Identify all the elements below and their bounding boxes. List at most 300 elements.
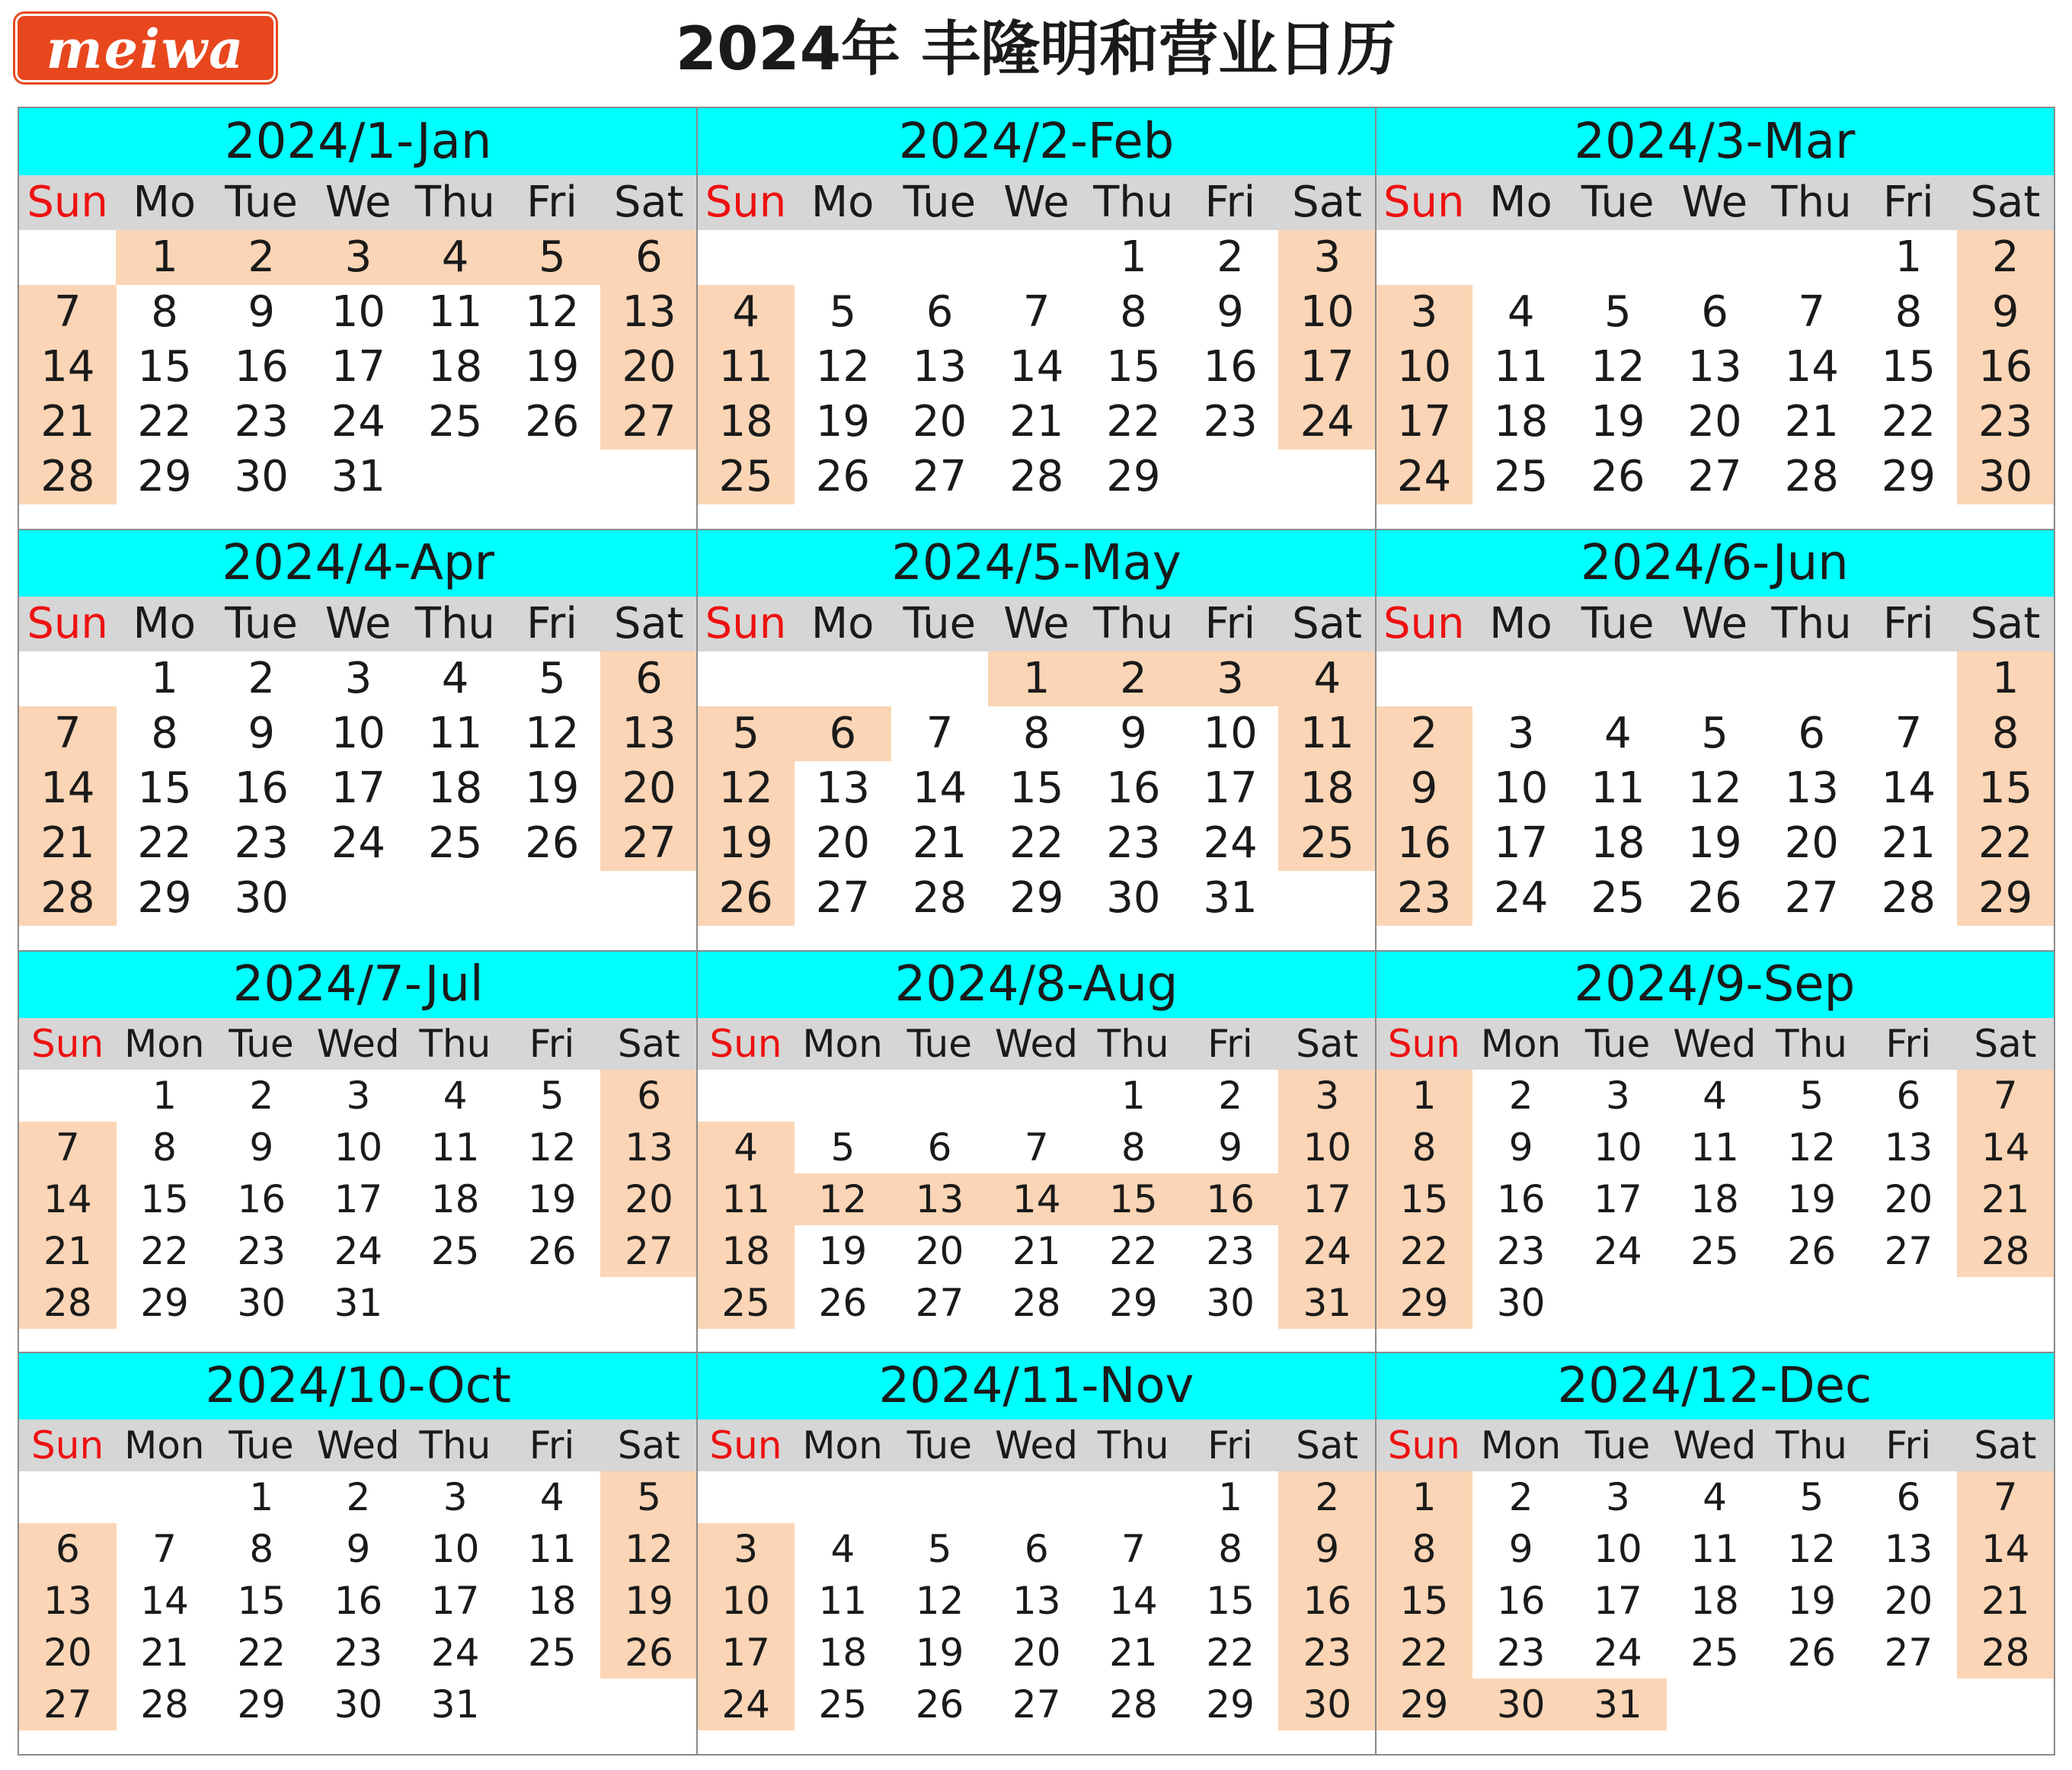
- day-cell: 7: [152, 1527, 177, 1571]
- month-3: [1376, 108, 2054, 530]
- day-cell-closed: 5: [697, 706, 795, 761]
- day-cell-closed: 28: [1957, 1627, 2054, 1679]
- weekday-label: Sun: [27, 599, 108, 648]
- weekday-label: Mon: [1480, 1022, 1562, 1066]
- day-cell: 17: [1494, 818, 1549, 868]
- weekday-label: Sun: [1383, 599, 1465, 648]
- day-cell: 26: [1787, 1229, 1837, 1273]
- day-cell: 24: [430, 1631, 480, 1675]
- weekday-label: Fri: [1885, 1423, 1931, 1468]
- day-cell: 6: [1896, 1475, 1921, 1519]
- day-cell-closed: 4: [697, 285, 795, 340]
- day-cell: 8: [152, 1125, 177, 1170]
- weekday-label: Mo: [811, 599, 875, 648]
- weekday-header-row: [697, 1018, 1375, 1070]
- day-cell: 29: [1881, 452, 1936, 501]
- day-cell-closed: 28: [19, 1277, 117, 1329]
- day-cell-closed: 6: [795, 706, 892, 761]
- day-cell: 1: [249, 1475, 274, 1519]
- day-cell-closed: 21: [19, 816, 117, 871]
- day-cell: 17: [331, 763, 386, 813]
- day-cell: 25: [430, 1229, 480, 1273]
- day-cell: 8: [1895, 287, 1923, 337]
- day-cell: 26: [1687, 873, 1742, 923]
- day-cell: 30: [237, 1281, 286, 1325]
- day-cell: 17: [1203, 763, 1258, 813]
- weekday-header-row: [697, 175, 1375, 230]
- day-cell-closed: 20: [600, 340, 698, 395]
- day-cell: 13: [1884, 1527, 1933, 1571]
- day-cell-closed: 10: [1278, 285, 1376, 340]
- day-cell: 25: [1690, 1631, 1739, 1675]
- day-cell: 8: [151, 709, 178, 758]
- day-cell: 30: [1496, 1281, 1546, 1325]
- day-cell: 19: [1591, 397, 1645, 447]
- day-cell: 3: [1605, 1475, 1630, 1519]
- day-cell: 28: [1012, 1281, 1061, 1325]
- day-cell-closed: 3: [1278, 230, 1376, 285]
- month-7: [19, 951, 697, 1352]
- day-cell: 9: [1120, 709, 1147, 758]
- day-cell: 21: [140, 1631, 189, 1675]
- weekday-label: Sun: [705, 178, 787, 227]
- month-title: 2024/6-Jun: [1376, 530, 2054, 597]
- day-cell: 20: [1784, 818, 1839, 868]
- day-cell-closed: 10: [1376, 340, 1473, 395]
- day-cell: 10: [334, 1125, 383, 1170]
- day-cell-closed: 3: [310, 230, 408, 285]
- day-cell-closed: 13: [891, 1173, 989, 1225]
- day-cell-closed: 27: [600, 816, 698, 871]
- day-cell: 22: [140, 1229, 189, 1273]
- day-cell: 14: [140, 1579, 189, 1623]
- weekday-header-row: [697, 597, 1375, 651]
- day-cell: 11: [818, 1579, 868, 1623]
- weekday-label: Mo: [1489, 599, 1552, 648]
- day-cell-closed: 21: [19, 1225, 117, 1277]
- weekday-label: Mon: [124, 1423, 205, 1468]
- day-cell: 4: [441, 654, 469, 703]
- day-cell: 3: [1605, 1074, 1630, 1118]
- day-cell: 17: [334, 1177, 383, 1221]
- day-cell: 10: [331, 287, 386, 337]
- day-cell: 18: [1591, 818, 1645, 868]
- day-cell: 15: [1009, 763, 1064, 813]
- day-cell: 26: [525, 397, 580, 447]
- day-cell-closed: 19: [600, 1575, 698, 1627]
- day-cell: 7: [1024, 1125, 1049, 1170]
- day-cell-closed: 14: [1957, 1122, 2054, 1173]
- day-cell: 3: [344, 654, 373, 703]
- day-cell: 26: [915, 1682, 964, 1727]
- day-cell: 29: [1009, 873, 1064, 923]
- month-12: [1376, 1352, 2054, 1754]
- day-cell-closed: 14: [1957, 1523, 2054, 1575]
- day-cell: 29: [140, 1281, 189, 1325]
- weekday-header-row: [19, 175, 697, 230]
- day-cell: 1: [152, 1074, 177, 1118]
- day-cell-closed: 5: [600, 1471, 698, 1523]
- day-cell-closed: 24: [1376, 450, 1473, 504]
- weekday-label: Sat: [1296, 1022, 1359, 1066]
- day-cell: 21: [1784, 397, 1839, 447]
- day-cell-closed: 22: [1957, 816, 2054, 871]
- day-cell: 4: [443, 1074, 468, 1118]
- weekday-label: Mon: [1480, 1423, 1562, 1468]
- day-cell: 2: [1218, 1074, 1243, 1118]
- day-cell: 16: [334, 1579, 383, 1623]
- day-cell-closed: 27: [600, 395, 698, 450]
- day-cell-closed: 30: [1278, 1679, 1376, 1730]
- day-cell-closed: 19: [697, 816, 795, 871]
- column-divider: [696, 108, 698, 1754]
- day-cell: 12: [1787, 1125, 1837, 1170]
- day-cell: 23: [234, 397, 289, 447]
- weekday-label: Tue: [903, 178, 977, 227]
- day-cell: 13: [912, 342, 967, 392]
- day-cell-closed: 13: [600, 1122, 698, 1173]
- day-cell: 29: [1206, 1682, 1255, 1727]
- day-cell: 12: [915, 1579, 964, 1623]
- day-cell: 25: [1690, 1229, 1739, 1273]
- day-cell: 27: [815, 873, 870, 923]
- weekday-label: Thu: [414, 178, 495, 227]
- weekday-label: Thu: [1097, 1022, 1169, 1066]
- day-cell: 29: [1109, 1281, 1158, 1325]
- day-cell: 18: [1690, 1177, 1739, 1221]
- day-cell: 1: [151, 654, 178, 703]
- day-cell: 13: [1884, 1125, 1933, 1170]
- day-cell: 27: [912, 452, 967, 501]
- day-cell: 12: [525, 709, 580, 758]
- day-cell: 28: [140, 1682, 189, 1727]
- day-cell-closed: 2: [1278, 1471, 1376, 1523]
- day-cell: 16: [237, 1177, 286, 1221]
- weekday-label: Fri: [1882, 178, 1934, 227]
- weekday-label: Fri: [529, 1423, 575, 1468]
- day-cell-closed: 6: [600, 230, 698, 285]
- weekday-label: Mo: [811, 178, 875, 227]
- day-cell: 11: [1494, 342, 1549, 392]
- day-cell: 2: [249, 1074, 274, 1118]
- weekday-label: Tue: [225, 178, 298, 227]
- weekday-label: Sat: [617, 1022, 680, 1066]
- day-cell: 29: [137, 452, 192, 501]
- weekday-label: Mo: [1489, 178, 1552, 227]
- day-cell: 23: [1203, 397, 1258, 447]
- day-cell: 11: [1591, 763, 1645, 813]
- day-cell: 16: [234, 763, 289, 813]
- day-cell: 20: [815, 818, 870, 868]
- day-cell: 22: [1106, 397, 1161, 447]
- day-cell-closed: 9: [1376, 761, 1473, 816]
- day-cell-closed: 22: [1376, 1627, 1473, 1679]
- day-cell: 16: [1106, 763, 1161, 813]
- weekday-label: Mo: [133, 178, 197, 227]
- day-cell: 11: [427, 287, 483, 337]
- weekday-label: Fri: [1207, 1022, 1253, 1066]
- weekday-label: Mon: [124, 1022, 205, 1066]
- weekday-label: Tue: [906, 1022, 972, 1066]
- day-cell: 26: [527, 1229, 577, 1273]
- day-cell-closed: 10: [697, 1575, 795, 1627]
- day-cell-closed: 6: [600, 651, 698, 706]
- day-cell-closed: 27: [600, 1225, 698, 1277]
- weekday-label: Thu: [1771, 599, 1852, 648]
- day-cell: 23: [334, 1631, 383, 1675]
- weekday-label: We: [1681, 178, 1748, 227]
- day-cell: 23: [1496, 1631, 1546, 1675]
- day-cell: 25: [1591, 873, 1645, 923]
- day-cell: 19: [525, 342, 580, 392]
- day-cell: 7: [1798, 287, 1826, 337]
- day-cell: 27: [1884, 1631, 1933, 1675]
- day-cell: 9: [249, 1125, 274, 1170]
- day-cell: 24: [1594, 1229, 1642, 1273]
- day-cell: 5: [538, 654, 566, 703]
- day-cell: 14: [1109, 1579, 1158, 1623]
- day-cell: 20: [1884, 1177, 1933, 1221]
- day-cell-closed: 6: [600, 1070, 698, 1122]
- month-title: 2024/2-Feb: [697, 108, 1375, 175]
- weekday-header-row: [19, 597, 697, 651]
- day-cell: 28: [1881, 873, 1936, 923]
- day-cell: 27: [1687, 452, 1742, 501]
- day-cell: 28: [1784, 452, 1839, 501]
- day-cell-closed: 29: [1957, 871, 2054, 926]
- day-cell-closed: 3: [697, 1523, 795, 1575]
- day-cell-closed: 1: [116, 230, 213, 285]
- day-cell: 24: [1494, 873, 1549, 923]
- day-cell: 2: [1508, 1074, 1533, 1118]
- day-cell-closed: 1: [1957, 651, 2054, 706]
- weekday-label: Sat: [1292, 178, 1362, 227]
- day-cell: 3: [1507, 709, 1535, 758]
- day-cell-closed: 16: [1376, 816, 1473, 871]
- day-cell: 11: [427, 709, 483, 758]
- day-cell: 16: [1203, 342, 1258, 392]
- day-cell-closed: 25: [697, 450, 795, 504]
- day-cell-closed: 3: [1278, 1070, 1376, 1122]
- day-cell-closed: 23: [1376, 871, 1473, 926]
- weekday-label: Sat: [617, 1423, 680, 1468]
- weekday-label: Sat: [613, 178, 684, 227]
- day-cell: 30: [234, 873, 289, 923]
- day-cell: 29: [137, 873, 192, 923]
- day-cell: 23: [1106, 818, 1161, 868]
- day-cell-closed: 14: [19, 340, 117, 395]
- weekday-label: Sun: [27, 178, 108, 227]
- day-cell-closed: 22: [1376, 1225, 1473, 1277]
- weekday-label: Sun: [1387, 1423, 1460, 1468]
- day-cell-closed: 20: [600, 761, 698, 816]
- weekday-label: Fri: [1207, 1423, 1253, 1468]
- day-cell-closed: 16: [1957, 340, 2054, 395]
- day-cell: 7: [926, 709, 954, 758]
- weekday-label: Wed: [1673, 1423, 1757, 1468]
- day-cell: 23: [1496, 1229, 1546, 1273]
- day-cell: 23: [1206, 1229, 1255, 1273]
- day-cell: 2: [1217, 232, 1244, 282]
- day-cell: 13: [815, 763, 870, 813]
- day-cell-closed: 3: [1376, 285, 1473, 340]
- weekday-header-row: [1376, 1420, 2054, 1471]
- day-cell-closed: 15: [1957, 761, 2054, 816]
- day-cell-closed: 17: [697, 1627, 795, 1679]
- day-cell: 29: [1106, 452, 1161, 501]
- weekday-label: Sat: [1296, 1423, 1359, 1468]
- day-cell: 21: [1881, 818, 1936, 868]
- day-cell: 17: [331, 342, 386, 392]
- day-cell-closed: 1: [988, 651, 1086, 706]
- weekday-label: Mo: [133, 599, 197, 648]
- day-cell: 12: [527, 1125, 577, 1170]
- day-cell: 14: [1009, 342, 1064, 392]
- weekday-label: Thu: [1776, 1022, 1847, 1066]
- day-cell: 4: [1604, 709, 1632, 758]
- day-cell-closed: 26: [600, 1627, 698, 1679]
- day-cell: 18: [527, 1579, 577, 1623]
- day-cell-closed: 30: [1472, 1679, 1570, 1730]
- day-cell-closed: 2: [1376, 706, 1473, 761]
- weekday-label: Sun: [31, 1423, 104, 1468]
- day-cell: 26: [525, 818, 580, 868]
- day-cell: 4: [1703, 1475, 1727, 1519]
- day-cell-closed: 2: [1085, 651, 1182, 706]
- day-cell-closed: 20: [600, 1173, 698, 1225]
- day-cell: 24: [1594, 1631, 1642, 1675]
- day-cell-closed: 12: [697, 761, 795, 816]
- day-cell: 10: [1494, 763, 1549, 813]
- day-cell-closed: 18: [697, 395, 795, 450]
- day-cell: 28: [1009, 452, 1064, 501]
- day-cell-closed: 17: [1376, 395, 1473, 450]
- weekday-label: Thu: [419, 1423, 491, 1468]
- day-cell-closed: 3: [1181, 651, 1279, 706]
- day-cell: 22: [137, 397, 192, 447]
- day-cell: 15: [137, 763, 192, 813]
- weekday-label: Thu: [414, 599, 495, 648]
- weekday-header-row: [19, 1018, 697, 1070]
- day-cell: 8: [249, 1527, 274, 1571]
- day-cell: 19: [1787, 1579, 1837, 1623]
- day-cell-closed: 11: [697, 340, 795, 395]
- day-cell: 22: [1881, 397, 1936, 447]
- weekday-label: Sat: [1292, 599, 1362, 648]
- weekday-label: Fri: [526, 599, 577, 648]
- month-6: [1376, 530, 2054, 951]
- day-cell: 22: [1109, 1229, 1158, 1273]
- weekday-label: Wed: [994, 1022, 1078, 1066]
- weekday-header-row: [1376, 175, 2054, 230]
- weekday-label: Fri: [1882, 599, 1934, 648]
- day-cell-closed: 2: [1957, 230, 2054, 285]
- day-cell-closed: 27: [19, 1679, 117, 1730]
- weekday-label: Sat: [1970, 599, 2041, 648]
- day-cell: 19: [525, 763, 580, 813]
- day-cell-closed: 21: [19, 395, 117, 450]
- day-cell: 30: [234, 452, 289, 501]
- day-cell: 20: [1884, 1579, 1933, 1623]
- day-cell: 24: [331, 818, 386, 868]
- day-cell-closed: 29: [1376, 1679, 1473, 1730]
- day-cell-closed: 7: [19, 285, 117, 340]
- weekday-label: Wed: [994, 1423, 1078, 1468]
- day-cell: 19: [818, 1229, 868, 1273]
- day-cell-closed: 24: [1278, 1225, 1376, 1277]
- day-cell: 6: [1798, 709, 1826, 758]
- day-cell: 5: [1799, 1475, 1824, 1519]
- day-cell: 31: [430, 1682, 480, 1727]
- day-cell-closed: 18: [1278, 761, 1376, 816]
- day-cell: 5: [830, 1125, 855, 1170]
- day-cell: 19: [915, 1631, 964, 1675]
- row-divider: [19, 1352, 2054, 1353]
- day-cell-closed: 8: [1376, 1523, 1473, 1575]
- day-cell: 25: [527, 1631, 577, 1675]
- day-cell: 27: [915, 1281, 964, 1325]
- day-cell: 4: [1507, 287, 1535, 337]
- day-cell: 18: [1494, 397, 1549, 447]
- day-cell: 30: [1106, 873, 1161, 923]
- day-cell-closed: 23: [1278, 1627, 1376, 1679]
- weekday-label: Fri: [526, 178, 577, 227]
- weekday-label: Tue: [229, 1423, 294, 1468]
- day-cell-closed: 15: [1376, 1173, 1473, 1225]
- weekday-label: Fri: [1204, 178, 1256, 227]
- day-cell-closed: 5: [504, 230, 601, 285]
- day-cell: 18: [1690, 1579, 1739, 1623]
- weekday-label: Thu: [1097, 1423, 1169, 1468]
- day-cell: 4: [539, 1475, 564, 1519]
- day-cell-closed: 28: [19, 450, 117, 504]
- day-cell: 8: [1121, 1125, 1146, 1170]
- day-cell: 20: [912, 397, 967, 447]
- weekday-label: Wed: [1673, 1022, 1757, 1066]
- day-cell: 26: [818, 1281, 868, 1325]
- day-cell: 18: [430, 1177, 480, 1221]
- day-cell: 9: [1218, 1125, 1243, 1170]
- weekday-label: Sun: [705, 599, 787, 648]
- day-cell-closed: 25: [1278, 816, 1376, 871]
- weekday-label: Tue: [906, 1423, 972, 1468]
- weekday-label: Mon: [802, 1022, 883, 1066]
- day-cell: 8: [151, 287, 178, 337]
- day-cell: 20: [1687, 397, 1742, 447]
- row-divider: [19, 950, 2054, 952]
- day-cell: 10: [1594, 1527, 1642, 1571]
- month-title: 2024/1-Jan: [19, 108, 697, 175]
- day-cell: 2: [248, 654, 276, 703]
- day-cell: 5: [539, 1074, 564, 1118]
- weekday-label: We: [1681, 599, 1748, 648]
- day-cell: 15: [140, 1177, 189, 1221]
- month-title: 2024/7-Jul: [19, 951, 697, 1018]
- day-cell-closed: 9: [1957, 285, 2054, 340]
- day-cell: 22: [137, 818, 192, 868]
- day-cell: 22: [1206, 1631, 1255, 1675]
- day-cell: 17: [1594, 1579, 1642, 1623]
- day-cell: 27: [1012, 1682, 1061, 1727]
- weekday-label: Tue: [1581, 178, 1655, 227]
- day-cell-closed: 24: [1278, 395, 1376, 450]
- day-cell: 12: [525, 287, 580, 337]
- day-cell: 14: [912, 763, 967, 813]
- day-cell-closed: 1: [1376, 1471, 1473, 1523]
- month-title: 2024/5-May: [697, 530, 1375, 597]
- day-cell: 14: [1881, 763, 1936, 813]
- weekday-label: Sat: [613, 599, 684, 648]
